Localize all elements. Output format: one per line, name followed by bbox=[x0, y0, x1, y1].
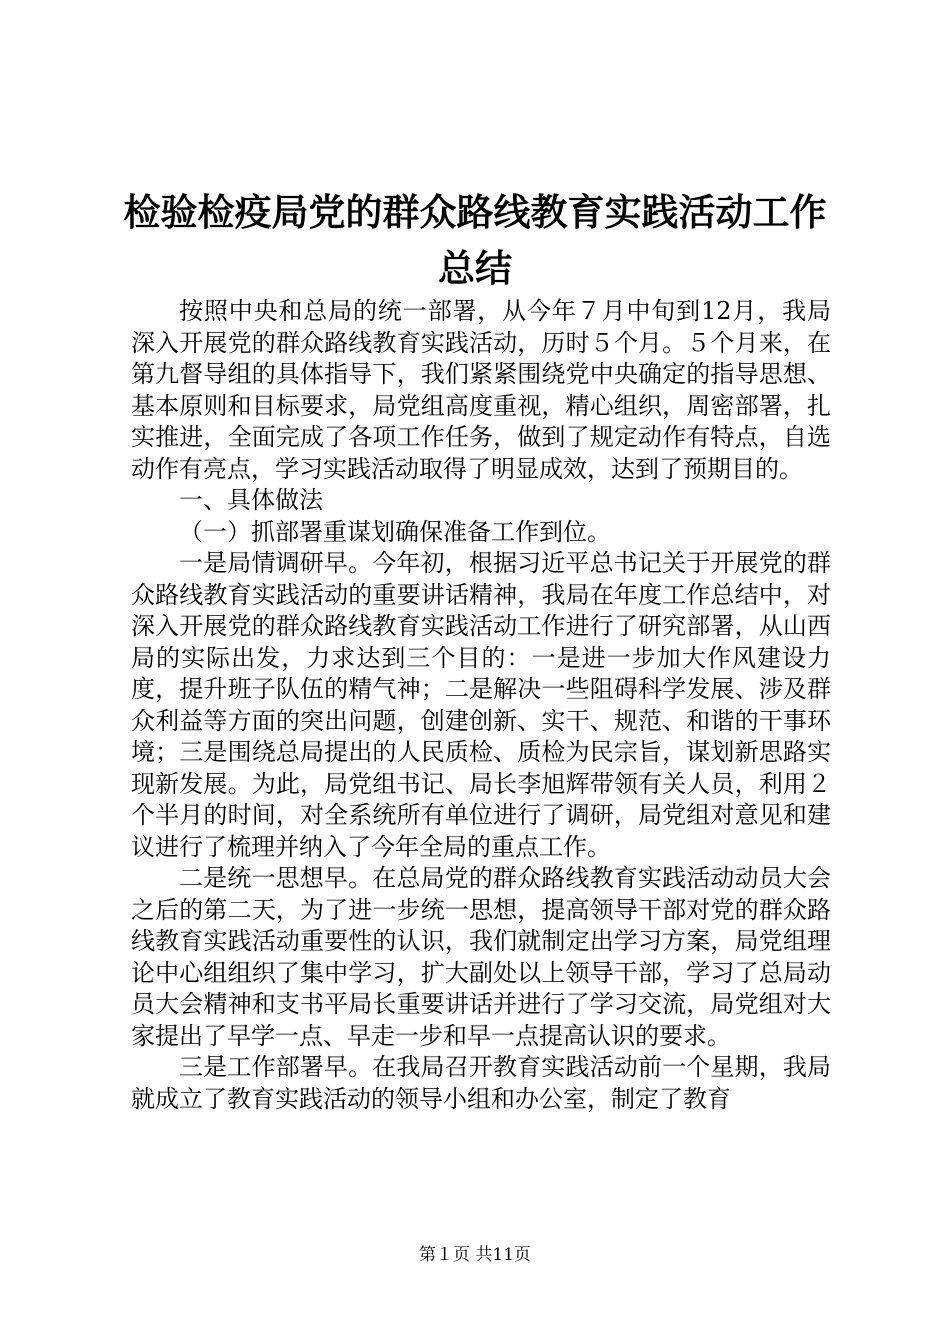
document-title: 检验检疫局党的群众路线教育实践活动工作总结 bbox=[123, 190, 827, 290]
paragraph: 二是统一思想早。在总局党的群众路线教育实践活动动员大会之后的第二天，为了进一步统一思想，提高领导干部对党的群众路线教育实践活动重要性的认识，我们就制定出学习方案，局党组理论中心组组织了集中学习，扩大副处以上领导干部，学习了总局动员大会精神和支书平局长重要讲话并进行了学习交流，局党组对大家提出了早学一点、早走一步和早一点提高认识的要求。 bbox=[131, 864, 831, 1050]
page-number-footer: 第１页 共11页 bbox=[418, 1245, 532, 1265]
paragraph: 一是局情调研早。今年初，根据习近平总书记关于开展党的群众路线教育实践活动的重要讲话精神，我局在年度工作总结中，对深入开展党的群众路线教育实践活动工作进行了研究部署，从山西局的实际出发，力求达到三个目的：一是进一步加大作风建设力度，提升班子队伍的精气神；二是解决一些阻碍科学发展、涉及群众利益等方面的突出问题，创建创新、实干、规范、和谐的干事环境；三是围绕总局提出的人民质检、质检为民宗旨，谋划新思路实现新发展。为此，局党组书记、局长李旭辉带领有关人员，利用２个半月的时间，对全系统所有单位进行了调研，局党组对意见和建议进行了梳理并纳入了今年全局的重点工作。 bbox=[131, 549, 831, 861]
paragraph: 三是工作部署早。在我局召开教育实践活动前一个星期，我局就成立了教育实践活动的领导小组和办公室，制定了教育 bbox=[131, 1053, 831, 1113]
document-body bbox=[131, 296, 831, 1115]
subsection-heading: （一）抓部署重谋划确保准备工作到位。 bbox=[179, 517, 611, 546]
section-heading: 一、具体做法 bbox=[179, 486, 323, 514]
paragraph: 按照中央和总局的统一部署，从今年７月中旬到12月，我局深入开展党的群众路线教育实践活动，历时５个月。５个月来，在第九督导组的具体指导下，我们紧紧围绕党中央确定的指导思想、基本原则和目标要求，局党组高度重视，精心组织，周密部署，扎实推进，全面完成了各项工作任务，做到了规定动作有特点，自选动作有亮点，学习实践活动取得了明显成效，达到了预期目的。 bbox=[131, 297, 831, 483]
